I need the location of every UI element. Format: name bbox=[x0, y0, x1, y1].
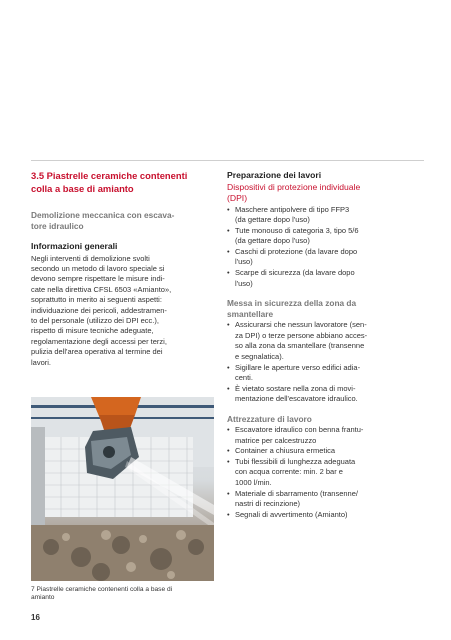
list-item-line: Caschi di protezione (da lavare dopo bbox=[235, 246, 358, 256]
list-item-line: mentazione dell'escavatore idraulico. bbox=[235, 394, 358, 404]
right-column bbox=[227, 170, 427, 520]
list-item-line: centi. bbox=[235, 373, 253, 383]
caption-line: amianto bbox=[31, 594, 55, 602]
method-subtitle bbox=[31, 210, 214, 232]
tools-heading: Attrezzature di lavoro bbox=[227, 414, 312, 424]
list-item bbox=[227, 226, 427, 247]
caption-line: 7 Piastrelle ceramiche contenenti colla a base di bbox=[31, 586, 173, 593]
list-item-line: (da gettare dopo l'uso) bbox=[235, 215, 310, 225]
securing-heading-line: smantellare bbox=[227, 309, 274, 320]
page-number: 16 bbox=[31, 613, 40, 622]
list-item-line: l'uso) bbox=[235, 257, 253, 267]
info-line: Negli interventi di demolizione svolti bbox=[31, 253, 150, 263]
info-line: rispetto di misure tecniche adeguate, bbox=[31, 326, 154, 336]
top-divider bbox=[31, 160, 424, 161]
list-item-line: Tute monouso di categoria 3, tipo 5/6 bbox=[235, 225, 359, 235]
list-item-line: nastri di recinzione) bbox=[235, 499, 301, 509]
list-item-line: matrice per calcestruzzo bbox=[235, 435, 317, 445]
dpi-heading bbox=[227, 182, 427, 205]
list-item-line: za DPI) o terze persone abbiano acces- bbox=[235, 330, 368, 340]
info-line: soprattutto in merito ai seguenti aspetti: bbox=[31, 295, 162, 305]
left-column bbox=[31, 170, 214, 368]
list-item-line: (da gettare dopo l'uso) bbox=[235, 236, 310, 246]
section-title-line: colla a base di amianto bbox=[31, 182, 134, 194]
dpi-heading-line: (DPI) bbox=[227, 193, 248, 203]
prep-heading: Preparazione dei lavori bbox=[227, 170, 322, 180]
list-item bbox=[227, 457, 427, 489]
method-line: Demolizione meccanica con escava- bbox=[31, 210, 175, 220]
info-line: to del personale (utilizzo dei DPI ecc.), bbox=[31, 315, 159, 325]
info-line: cate nella direttiva CFSL 6503 «Amianto», bbox=[31, 284, 172, 294]
list-item-line: Assicurarsi che nessun lavoratore (sen- bbox=[235, 320, 367, 330]
info-line: individuazione dei pericoli, addestramen- bbox=[31, 305, 167, 315]
securing-heading-line: Messa in sicurezza della zona da bbox=[227, 298, 357, 309]
list-item bbox=[227, 268, 427, 289]
list-item-line: Segnali di avvertimento (Amianto) bbox=[235, 509, 348, 519]
securing-list bbox=[227, 320, 427, 405]
info-line: regolamentazione degli accessi per terzi, bbox=[31, 336, 167, 346]
info-line: pulizia dell'area operativa al termine dei bbox=[31, 347, 163, 357]
list-item-line: Scarpe di sicurezza (da lavare dopo bbox=[235, 268, 355, 278]
list-item bbox=[227, 205, 427, 226]
list-item-line: Sigillare le aperture verso edifici adia- bbox=[235, 362, 361, 372]
list-item-line: e segnalatica). bbox=[235, 352, 284, 362]
list-item bbox=[227, 425, 427, 446]
list-item-line: so alla zona da smantellare (transenne bbox=[235, 341, 365, 351]
excavator-illustration bbox=[31, 397, 214, 581]
list-item bbox=[227, 510, 427, 521]
securing-heading bbox=[227, 298, 427, 320]
list-item-line: con acqua corrente: min. 2 bar e bbox=[235, 467, 343, 477]
method-line: tore idraulico bbox=[31, 221, 84, 231]
list-item bbox=[227, 384, 427, 405]
info-line: devono sempre rispettare le misure indi- bbox=[31, 274, 165, 284]
list-item bbox=[227, 247, 427, 268]
dpi-list bbox=[227, 205, 427, 290]
list-item-line: È vietato sostare nella zona di movi- bbox=[235, 383, 356, 393]
list-item-line: 1000 l/min. bbox=[235, 477, 272, 487]
list-item-line: Materiale di sbarramento (transenne/ bbox=[235, 488, 358, 498]
dpi-heading-line: Dispositivi di protezione individuale bbox=[227, 181, 361, 192]
info-paragraph bbox=[31, 254, 214, 368]
list-item bbox=[227, 363, 427, 384]
info-heading: Informazioni generali bbox=[31, 241, 118, 251]
list-item-line: l'uso) bbox=[235, 278, 253, 288]
section-title-line: 3.5 Piastrelle ceramiche contenenti bbox=[31, 170, 188, 181]
list-item bbox=[227, 320, 427, 362]
info-line: secondo un metodo di lavoro speciale si bbox=[31, 263, 165, 273]
list-item-line: Container a chiusura ermetica bbox=[235, 446, 336, 456]
list-item bbox=[227, 446, 427, 457]
tools-list bbox=[227, 425, 427, 520]
list-item-line: Maschere antipolvere di tipo FFP3 bbox=[235, 204, 350, 214]
section-title bbox=[31, 170, 214, 195]
list-item bbox=[227, 489, 427, 510]
list-item-line: Escavatore idraulico con benna frantu- bbox=[235, 425, 364, 434]
photo-caption bbox=[31, 586, 214, 603]
list-item-line: Tubi flessibili di lunghezza adeguata bbox=[235, 456, 356, 466]
excavator-photo bbox=[31, 397, 214, 581]
info-line: lavori. bbox=[31, 357, 52, 367]
